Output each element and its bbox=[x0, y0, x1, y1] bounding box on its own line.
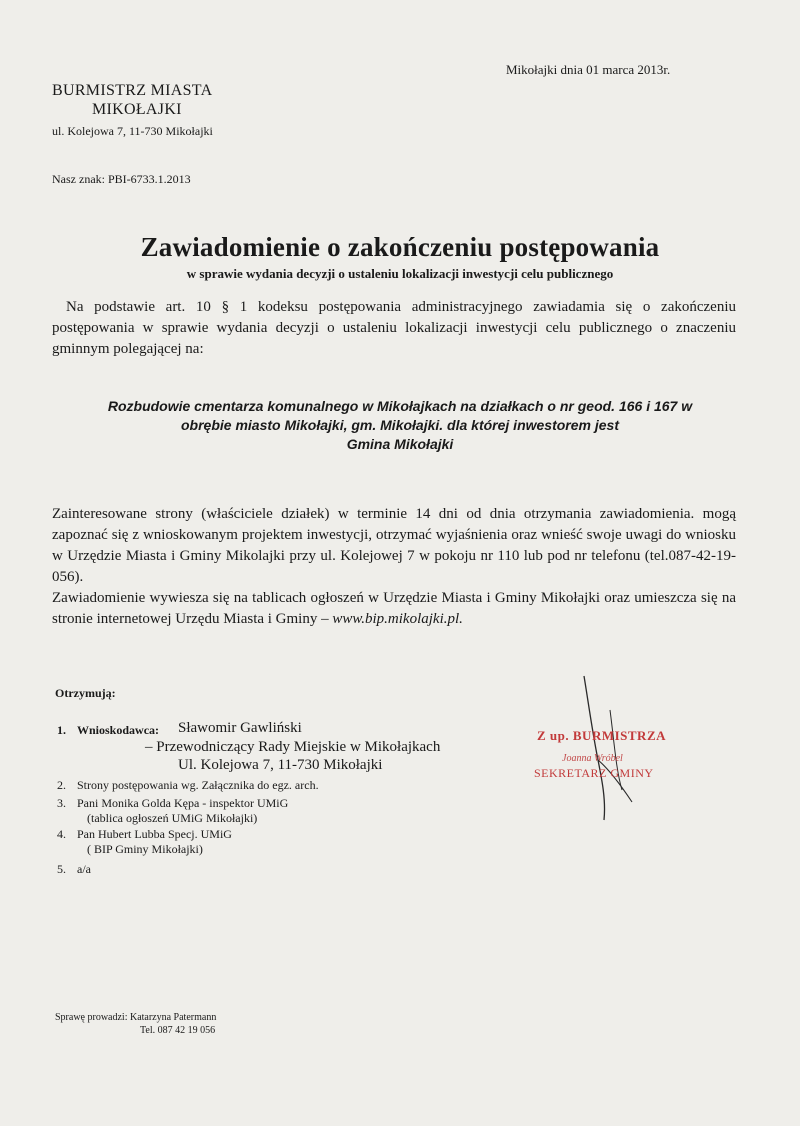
stamp-title: Z up. BURMISTRZA bbox=[537, 728, 667, 743]
subject-line-3: Gmina Mikołajki bbox=[346, 436, 454, 452]
body-paragraph-1: Na podstawie art. 10 § 1 kodeksu postępowania administracyjnego zawiadamia się o zakończeniu postępowania w sprawie wydania decyzji o ustaleniu lokalizacji inwestycji celu publicznego o znaczeniu gminnym polegającej na: bbox=[52, 299, 736, 357]
body-paragraph-2: Zainteresowane strony (właściciele działek) w terminie 14 dni od dnia otrzymania zawiadomienia. mogą zapoznać się z wnioskowanym projektem inwestycji, otrzymać wyjaśnienia oraz wnieść swoje uwagi do wniosku w Urzędzie Miasta i Gminy Mikolajki przy ul. Kolejowej 7 w pokoju nr 110 lub pod nr telefonu (tel.087-42-19-056). bbox=[52, 506, 736, 585]
list-number: 1. bbox=[57, 723, 66, 737]
handwritten-signature bbox=[570, 670, 650, 830]
subject-line-2: obrębie miasto Mikołajki, gm. Mikołajki. dla której inwestorem jest bbox=[180, 417, 619, 433]
applicant-label: Wnioskodawca: bbox=[77, 723, 160, 737]
reference-number: Nasz znak: PBI-6733.1.2013 bbox=[52, 172, 191, 186]
recipient-4 bbox=[57, 826, 232, 842]
document-subtitle: w sprawie wydania decyzji o ustaleniu lokalizacji inwestycji celu publicznego bbox=[186, 266, 614, 281]
office-name: BURMISTRZ MIASTA bbox=[52, 82, 213, 99]
recipient-4-text: Pan Hubert Lubba Specj. UMiG bbox=[77, 827, 232, 841]
recipient-2-text: Strony postępowania wg. Załącznika do egz. arch. bbox=[77, 778, 319, 792]
office-city: MIKOŁAJKI bbox=[92, 101, 182, 118]
applicant-role: – Przewodniczący Rady Miejskie w Mikołajkach bbox=[145, 739, 441, 755]
case-handler-phone: Tel. 087 42 19 056 bbox=[140, 1025, 216, 1036]
document-title: Zawiadomienie o zakończeniu postępowania bbox=[140, 232, 660, 262]
stamp-signature-name: Joanna Wróbel bbox=[562, 753, 623, 764]
recipient-5 bbox=[57, 861, 91, 877]
recipient-4-note: ( BIP Gminy Mikołajki) bbox=[87, 842, 203, 856]
list-number: 5. bbox=[57, 862, 66, 876]
investment-subject bbox=[60, 397, 740, 454]
document-date: Mikołajki dnia 01 marca 2013r. bbox=[506, 62, 671, 77]
office-address: ul. Kolejowa 7, 11-730 Mikołajki bbox=[52, 124, 213, 138]
recipient-1-label bbox=[57, 723, 159, 738]
recipient-2 bbox=[57, 777, 319, 793]
recipient-3-note: (tablica ogłoszeń UMiG Mikołajki) bbox=[87, 811, 258, 825]
subject-line-1: Rozbudowie cmentarza komunalnego w Mikołajkach na działkach o nr geod. 166 i 167 w bbox=[107, 398, 693, 414]
list-number: 3. bbox=[57, 796, 66, 810]
list-number: 4. bbox=[57, 827, 66, 841]
recipient-3-text: Pani Monika Golda Kępa - inspektor UMiG bbox=[77, 796, 289, 810]
bip-url: www.bip.mikolajki.pl. bbox=[332, 611, 463, 627]
recipients-heading: Otrzymują: bbox=[55, 686, 116, 700]
applicant-address: Ul. Kolejowa 7, 11-730 Mikołajki bbox=[178, 757, 383, 773]
paragraph-3-text: Zawiadomienie wywiesza się na tablicach ogłoszeń w Urzędzie Miasta i Gminy Mikołajki oraz umieszcza się na stronie internetowej Urzędu Miasta i Gminy – bbox=[52, 590, 736, 627]
body-paragraph-3 bbox=[52, 588, 736, 630]
recipient-3 bbox=[57, 795, 288, 811]
recipient-5-text: a/a bbox=[77, 862, 91, 876]
stamp-role: SEKRETARZ GMINY bbox=[534, 766, 654, 780]
list-number: 2. bbox=[57, 778, 66, 792]
case-handler: Sprawę prowadzi: Katarzyna Patermann bbox=[55, 1012, 217, 1023]
applicant-name: Sławomir Gawliński bbox=[178, 720, 302, 736]
